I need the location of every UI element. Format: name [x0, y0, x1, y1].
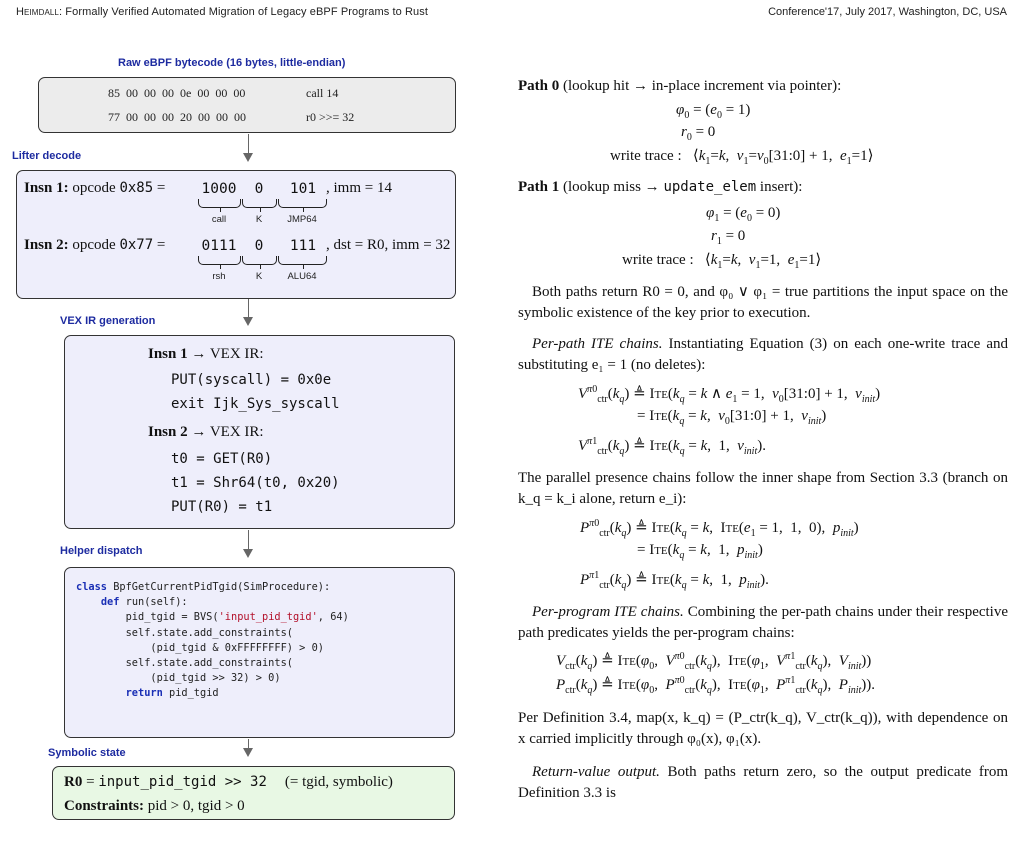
state-constraints-line: Constraints: pid > 0, tgid > 0	[64, 798, 245, 814]
eq-p-ctr-pi1: $P^{\pi 1}_{ctr}(k_q)$ ≜ $Ite(k_q = k$, 1, $p_{init}$).	[580, 570, 769, 591]
bit-label-alu64: ALU64	[287, 271, 317, 282]
bytes-row-1: 85 00 00 00 0e 00 00 00 call 14	[108, 86, 339, 100]
brace	[278, 199, 327, 208]
eq-phi0: $\varphi_0 = (e_0 = 1)$	[676, 102, 751, 121]
code-line	[76, 641, 349, 656]
insn1-bits-op: 101	[289, 181, 317, 197]
helper-code-block	[76, 580, 349, 702]
vex-code-line: exit Ijk_Sys_syscall	[171, 396, 340, 412]
path1-heading: Path 1 (lookup miss → update_elem insert):	[518, 179, 803, 195]
code-token: BpfGetCurrentPidTgid(SimProcedure):	[107, 581, 331, 593]
bit-label-rsh: rsh	[212, 271, 226, 282]
insn1-line: Insn 1: opcode 0x85 =	[24, 180, 166, 196]
flow-arrow-3	[248, 530, 249, 556]
eq-v-ctr-pi1: $V^{\pi 1}_{ctr}(k_q)$ ≜ $Ite(k_q = k$, 1, $v_{init}$).	[578, 436, 766, 457]
bit-label-call: call	[211, 214, 227, 225]
code-line	[76, 626, 349, 641]
path0-heading: Path 0 (lookup hit → in-place increment via pointer):	[518, 78, 842, 94]
brace	[278, 256, 327, 265]
eq-p-ctr-pi0-a: $P^{\pi 0}_{ctr}(k_q)$ ≜ $Ite(k_q = k$, $Ite(e_1 = 1$, 1, 0), $p_{init}$)	[580, 518, 859, 539]
code-line	[76, 686, 349, 701]
eq-p-ctr-pi0-b: = $Ite(k_q = k$, 1, $p_{init}$)	[637, 542, 763, 561]
code-line	[76, 595, 349, 610]
brace	[242, 199, 277, 208]
vex-code-line: PUT(R0) = t1	[171, 499, 273, 515]
eq-v-ctr-pi0-b: = $Ite(k_q = k$, $v_0[31:0] + 1$, $v_{init}$)	[637, 408, 827, 427]
code-string: 'input_pid_tgid'	[218, 611, 318, 624]
per-path-paragraph: Per-path ITE chains. Instantiating Equation (3) on each one-write trace and substituting e₁ = 1 (no deletes):	[518, 336, 1009, 373]
insn1-bits-class: 1000	[201, 181, 237, 197]
state-r0-line: R0 = input_pid_tgid >> 32 (= tgid, symbolic)	[64, 774, 393, 790]
insn2-dst-imm: , dst = R0, imm = 32	[326, 237, 451, 253]
eq-r1: $r_1 = 0$	[711, 228, 746, 247]
insn2-line: Insn 2: opcode 0x77 =	[24, 237, 166, 253]
code-line	[76, 580, 349, 595]
eq-phi1: $\varphi_1 = (e_0 = 0)$	[706, 205, 781, 224]
code-line	[76, 610, 349, 625]
raw-bytecode-label: Raw eBPF bytecode (16 bytes, little-endian)	[118, 57, 346, 69]
running-header-left: Heimdall: Formally Verified Automated Migration of Legacy eBPF Programs to Rust	[16, 6, 429, 18]
return-value-paragraph: Return-value output. Both paths return zero, so the output predicate from Definition 3.3 is	[518, 764, 1009, 801]
vex-insn1-head: Insn 1 → VEX IR:	[148, 346, 264, 362]
vex-code-line: t0 = GET(R0)	[171, 451, 273, 467]
eq-r0: $r_0 = 0$	[681, 124, 716, 143]
vex-ir-label: VEX IR generation	[60, 315, 156, 327]
code-token: run(self):	[119, 596, 188, 609]
running-header-right: Conference'17, July 2017, Washington, DC, USA	[768, 6, 1007, 18]
insn2-bits-class: 0111	[201, 238, 237, 254]
bit-label-k: K	[255, 271, 263, 282]
code-token: (pid_tgid & 0xFFFFFFFF) > 0)	[76, 641, 324, 654]
eq-p-ctr-program: $P_{ctr}(k_q)$ ≜ $Ite(\varphi_0$, $P^{\pi 0}_{ctr}(k_q)$, $Ite(\varphi_1$, $P^{\pi 1}_{ctr}(k_q)$, $P_{init}$)).	[556, 675, 876, 696]
code-token	[76, 687, 126, 699]
definition-3-4-paragraph: Per Definition 3.4, map(x, k_q) = (P_ctr(k_q), V_ctr(k_q)), with dependence on x carried implicitly through φ₀(x), φ₁(x).	[518, 710, 1008, 747]
vex-code-line: PUT(syscall) = 0x0e	[171, 372, 332, 388]
insn1-bits-source: 0	[254, 181, 264, 197]
eq-write-trace-1: write trace : $⟨k_1=k$, $v_1=1$, $e_1=1⟩$	[622, 252, 822, 271]
bit-label-jmp64: JMP64	[287, 214, 317, 225]
raw-bytecode-box	[38, 77, 456, 133]
brace	[198, 256, 241, 265]
code-token: (pid_tgid >> 32) > 0)	[76, 672, 281, 685]
code-token: self.state.add_constraints(	[76, 626, 293, 639]
code-token: self.state.add_constraints(	[76, 657, 293, 670]
bytes-row-2: 77 00 00 00 20 00 00 00 r0 >>= 32	[108, 110, 355, 124]
eq-v-ctr-program: $V_{ctr}(k_q)$ ≜ $Ite(\varphi_0$, $V^{\pi 0}_{ctr}(k_q)$, $Ite(\varphi_1$, $V^{\pi 1}_{ctr}(k_q)$, $V_{init}$))	[556, 651, 872, 672]
eq-write-trace-0: write trace : $⟨k_1=k$, $v_1=v_0[31:0] + 1$, $e_1=1⟩$	[610, 148, 874, 167]
code-token: , 64)	[317, 611, 349, 624]
eq-v-ctr-pi0-a: $V^{\pi 0}_{ctr}(k_q)$ ≜ $Ite(k_q = k$ ∧ $e_1 = 1$, $v_0[31:0] + 1$, $v_{init}$)	[578, 384, 881, 405]
parallel-chains-paragraph: The parallel presence chains follow the inner shape from Section 3.3 (branch on k_q = k_i alone, return e_i):	[518, 470, 1008, 507]
insn2-bits-source: 0	[254, 238, 264, 254]
insn2-bits-op: 111	[289, 238, 317, 254]
code-keyword: def	[100, 596, 120, 609]
code-token: pid_tgid = BVS(	[76, 611, 219, 624]
bit-label-k: K	[255, 214, 263, 225]
flow-arrow-2	[248, 299, 249, 324]
code-keyword: class	[76, 581, 107, 593]
symbolic-state-label: Symbolic state	[48, 747, 126, 759]
insn1-imm: , imm = 14	[326, 180, 392, 196]
vex-code-line: t1 = Shr64(t0, 0x20)	[171, 475, 340, 491]
brace	[198, 199, 241, 208]
flow-arrow-1	[248, 134, 249, 160]
lifter-decode-label: Lifter decode	[12, 150, 82, 162]
code-token	[76, 596, 101, 608]
flow-arrow-4	[248, 739, 249, 755]
code-line	[76, 656, 349, 671]
code-keyword: return	[125, 687, 163, 700]
helper-dispatch-label: Helper dispatch	[60, 545, 143, 557]
vex-insn2-head: Insn 2 → VEX IR:	[148, 424, 264, 440]
brace	[242, 256, 277, 265]
both-paths-paragraph: Both paths return R0 = 0, and φ₀ ∨ φ₁ = true partitions the input space on the symbolic existence of the key prior to execution.	[518, 284, 1008, 321]
code-token: pid_tgid	[162, 687, 219, 700]
code-line	[76, 671, 349, 686]
per-program-paragraph: Per-program ITE chains. Combining the per-path chains under their respective path predicates yields the per-program chains:	[518, 604, 1009, 641]
